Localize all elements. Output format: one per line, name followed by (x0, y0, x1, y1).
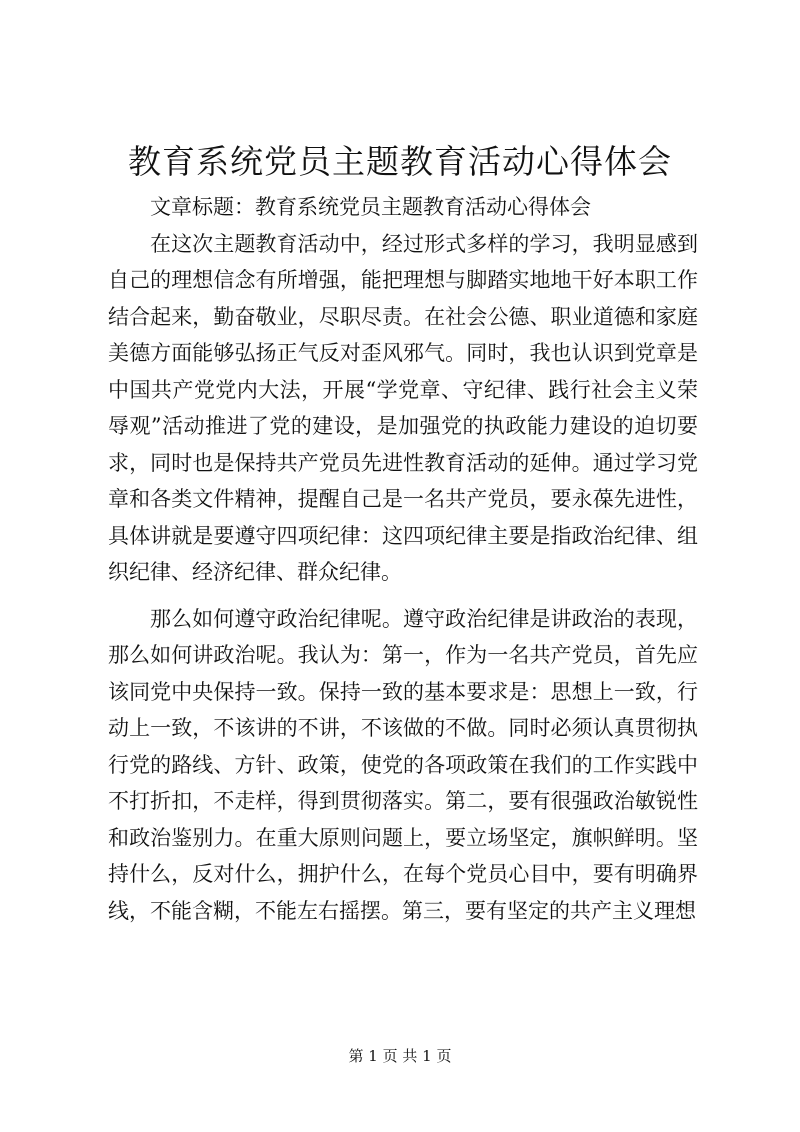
paragraph-intro: 在这次主题教育活动中，经过形式多样的学习，我明显感到自己的理想信念有所增强，能把理想与脚踏实地地干好本职工作结合起来，勤奋敬业，尽职尽责。在社会公德、职业道德和家庭美德方面能够弘扬正气反对歪风邪气。同时，我也认识到党章是中国共产党党内大法，开展“学党章、守纪律、践行社会主义荣辱观”活动推进了党的建设，是加强党的执政能力建设的迫切要求，同时也是保持共产党员先进性教育活动的延伸。通过学习党章和各类文件精神，提醒自己是一名共产党员，要永葆先进性，具体讲就是要遵守四项纪律：这四项纪律主要是指政治纪律、组织纪律、经济纪律、群众纪律。 (108, 231, 698, 584)
document-body (108, 189, 698, 929)
paragraph-political-discipline: 那么如何遵守政治纪律呢。遵守政治纪律是讲政治的表现，那么如何讲政治呢。我认为：第一，作为一名共产党员，首先应该同党中央保持一致。保持一致的基本要求是：思想上一致，行动上一致，不该讲的不讲，不该做的不做。同时必须认真贯彻执行党的路线、方针、政策，使党的各项政策在我们的工作实践中不打折扣，不走样，得到贯彻落实。第二，要有很强政治敏锐性和政治鉴别力。在重大原则问题上，要立场坚定，旗帜鲜明。坚持什么，反对什么，拥护什么，在每个党员心目中，要有明确界线，不能含糊，不能左右摇摆。第三，要有坚定的共产主义理想 (108, 606, 698, 923)
page-number-footer: 第 1 页 共 1 页 (348, 1047, 452, 1065)
article-title-line: 文章标题：教育系统党员主题教育活动心得体会 (150, 195, 591, 219)
document-title: 教育系统党员主题教育活动心得体会 (128, 142, 672, 181)
